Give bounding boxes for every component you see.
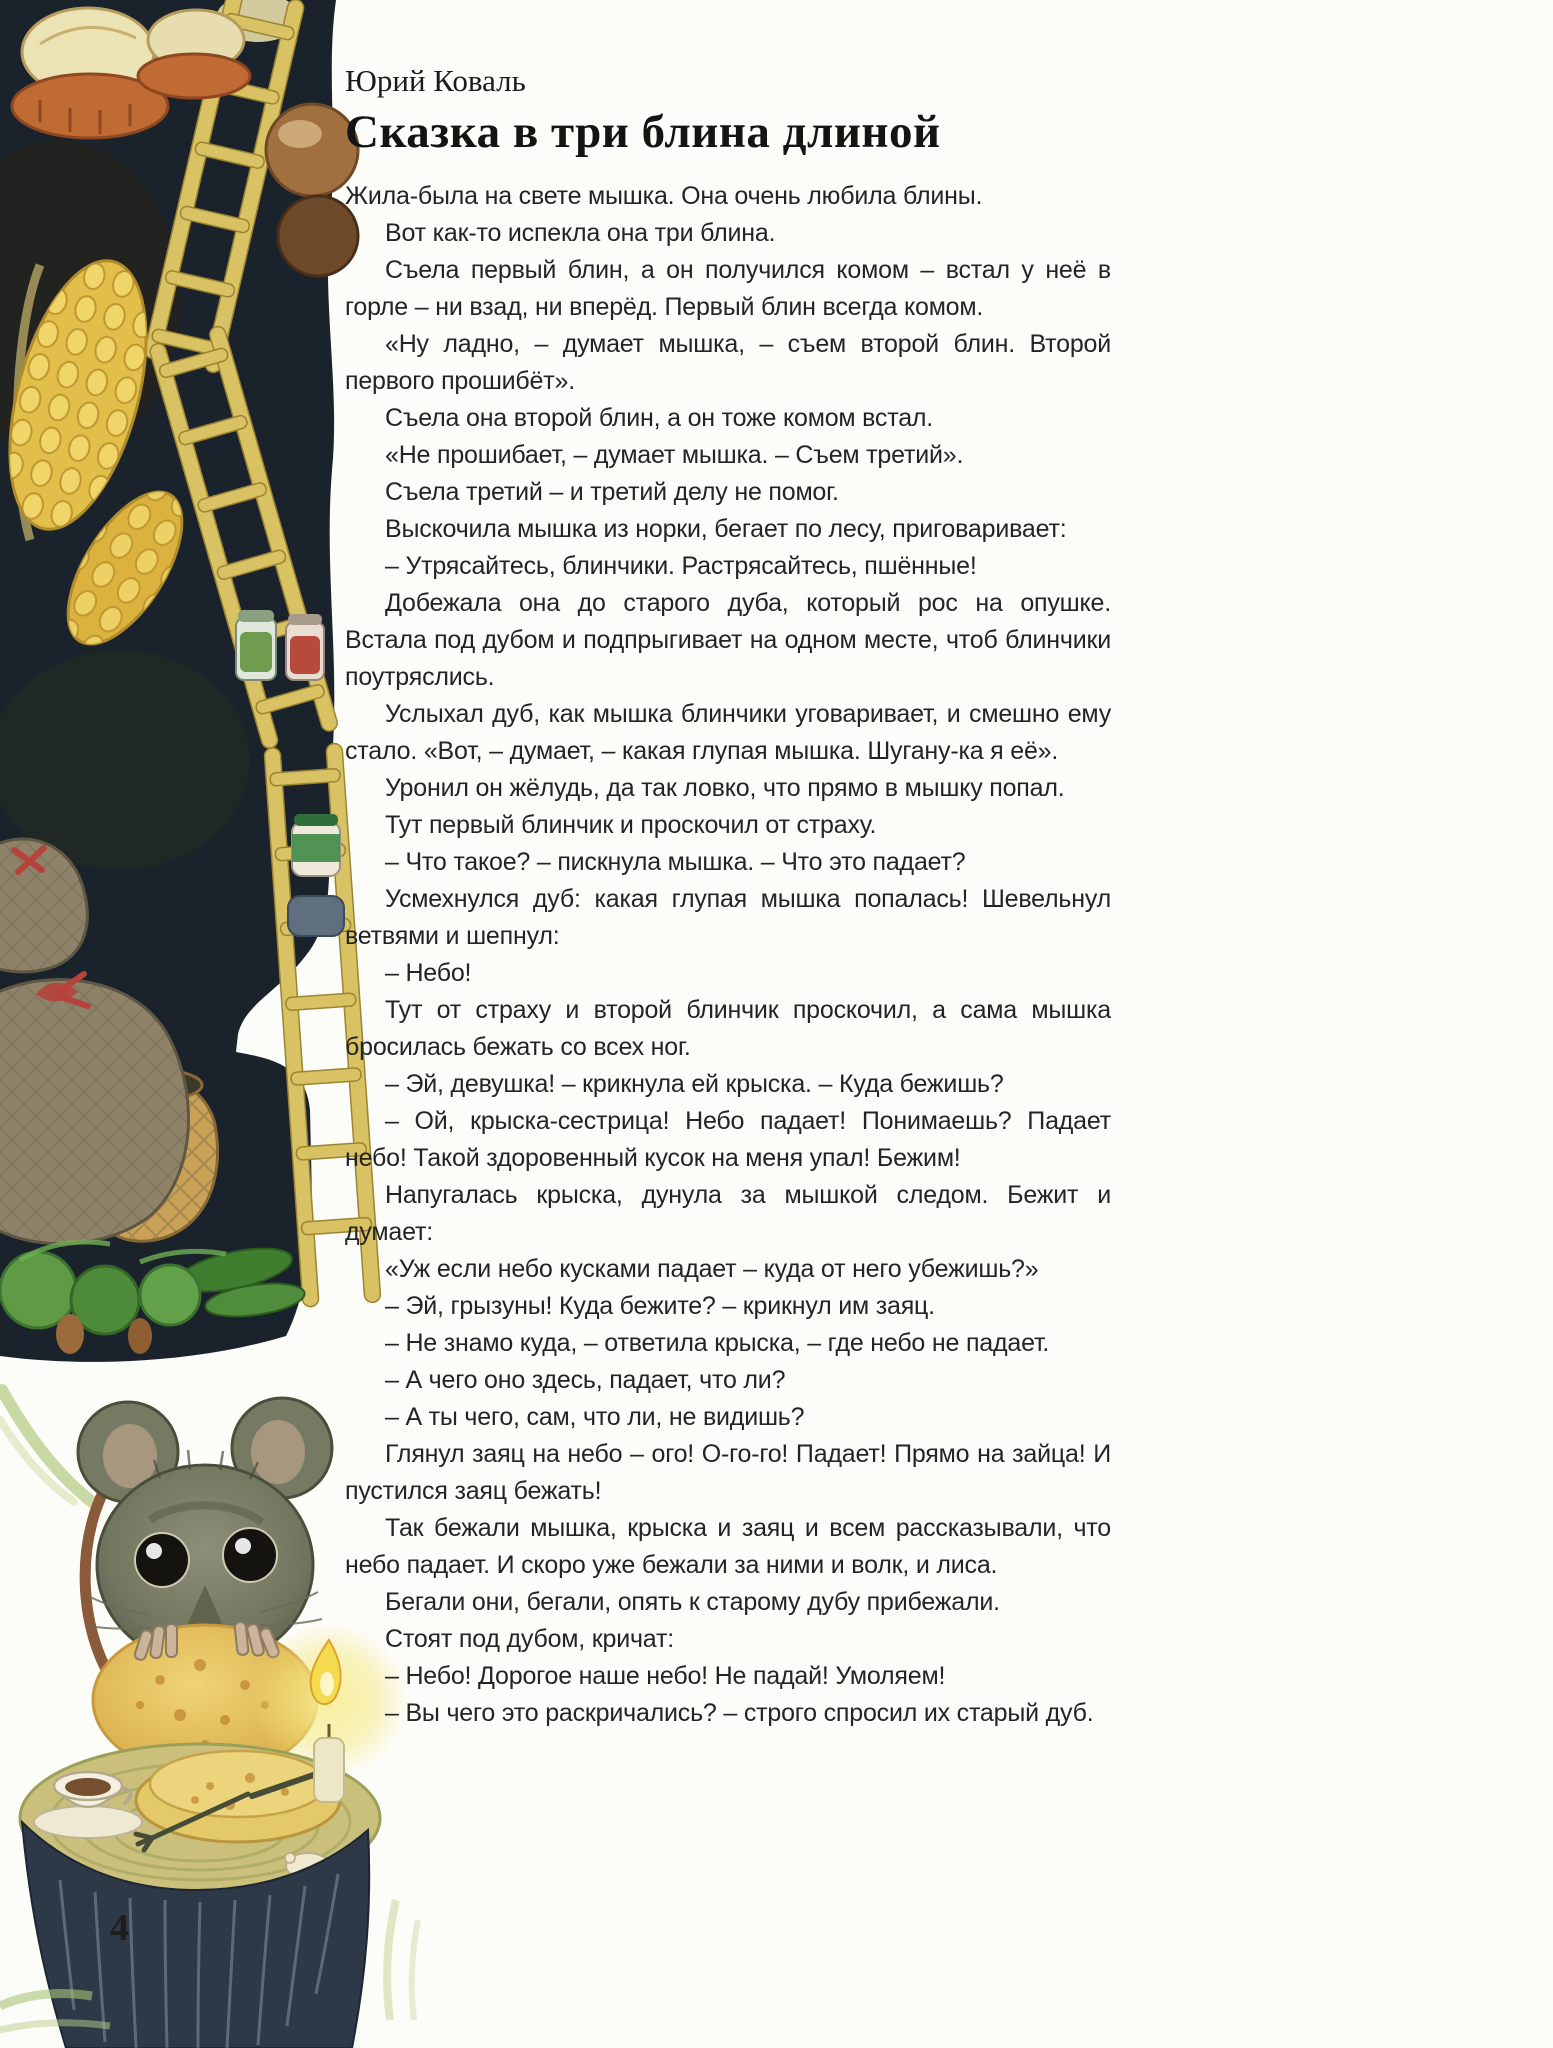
story-paragraph: Уронил он жёлудь, да так ловко, что прямо в мышку попал. — [385, 774, 1065, 802]
story-paragraph: – А ты чего, сам, что ли, не видишь? — [385, 1403, 805, 1431]
story-paragraph: Съела первый блин, а он получился комом – встал у неё в горле – ни взад, ни вперёд. Первый блин всегда комом. — [345, 256, 1111, 321]
story-paragraph: Стоят под дубом, кричат: — [385, 1625, 674, 1653]
story-paragraph: «Ну ладно, – думает мышка, – съем второй блин. Второй первого прошибёт». — [345, 330, 1111, 395]
story-paragraph: «Уж если небо кусками падает – куда от него убежишь?» — [385, 1255, 1039, 1283]
story-paragraph: Съела третий – и третий делу не помог. — [385, 478, 839, 506]
story-paragraph: Тут первый блинчик и проскочил от страху. — [385, 811, 877, 839]
mouse-eye — [223, 1528, 277, 1582]
story-paragraph: – Вы чего это раскричались? – строго спросил их старый дуб. — [385, 1699, 1094, 1727]
story-paragraph: Добежала она до старого дуба, который рос на опушке. Встала под дубом и подпрыгивает на одном месте, чтоб блинчики поутряслись. — [345, 589, 1111, 691]
story-paragraph: Глянул заяц на небо – ого! О-го-го! Падает! Прямо на зайца! И пустился заяц бежать! — [345, 1440, 1111, 1505]
story-paragraph: Вот как-то испекла она три блина. — [385, 219, 776, 247]
story-paragraph: Услыхал дуб, как мышка блинчики уговаривает, и смешно ему стало. «Вот, – думает, – какая глупая мышка. Шугану-ка я её». — [345, 700, 1111, 765]
story-paragraph: – Ой, крыска-сестрица! Небо падает! Понимаешь? Падает небо! Такой здоровенный кусок на меня упал! Бежим! — [345, 1107, 1111, 1172]
story-paragraph: – Эй, девушка! – крикнула ей крыска. – Куда бежишь? — [385, 1070, 1004, 1098]
story-paragraph: – Что такое? – пискнула мышка. – Что это падает? — [385, 848, 966, 876]
story-paragraph: Тут от страху и второй блинчик проскочил, а сама мышка бросилась бежать со всех ног. — [345, 996, 1111, 1061]
story-text — [345, 178, 1111, 1732]
story-paragraph: Бегали они, бегали, опять к старому дубу прибежали. — [385, 1588, 1000, 1616]
text-column — [345, 62, 1111, 1732]
story-paragraph: Усмехнулся дуб: какая глупая мышка попалась! Шевельнул ветвями и шепнул: — [345, 885, 1111, 950]
story-paragraph: – Утрясайтесь, блинчики. Растрясайтесь, пшённые! — [385, 552, 977, 580]
story-paragraph: Напугалась крыска, дунула за мышкой следом. Бежит и думает: — [345, 1181, 1111, 1246]
story-paragraph: Так бежали мышка, крыска и заяц и всем рассказывали, что небо падает. И скоро уже бежали за ними и волк, и лиса. — [345, 1514, 1111, 1579]
story-paragraph: Жила-была на свете мышка. Она очень любила блины. — [345, 182, 983, 210]
story-title: Сказка в три блина длиной — [345, 106, 941, 158]
author-name: Юрий Коваль — [345, 63, 526, 98]
mouse-eye — [135, 1533, 189, 1587]
page-number: 4 — [110, 1907, 129, 1949]
story-paragraph: «Не прошибает, – думает мышка. – Съем третий». — [385, 441, 964, 469]
story-paragraph: – А чего оно здесь, падает, что ли? — [385, 1366, 786, 1394]
story-paragraph: – Небо! Дорогое наше небо! Не падай! Умоляем! — [385, 1662, 946, 1690]
story-paragraph: – Небо! — [385, 959, 472, 987]
story-paragraph: Выскочила мышка из норки, бегает по лесу, приговаривает: — [385, 515, 1067, 543]
story-paragraph: Съела она второй блин, а он тоже комом встал. — [385, 404, 934, 432]
story-paragraph: – Эй, грызуны! Куда бежите? – крикнул им заяц. — [385, 1292, 935, 1320]
story-paragraph: – Не знамо куда, – ответила крыска, – где небо не падает. — [385, 1329, 1050, 1357]
